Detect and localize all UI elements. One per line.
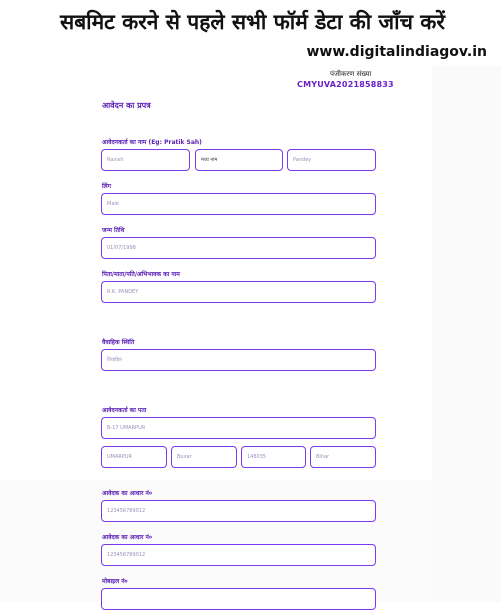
document-margin bbox=[432, 66, 501, 602]
form-section-title: आवेदन का प्रपत्र bbox=[102, 101, 151, 110]
registration-number: CMYUVA2021858833 bbox=[297, 80, 394, 89]
address-label: आवेदनकर्ता का पता bbox=[102, 407, 147, 414]
first-name-value: Ravish bbox=[107, 157, 124, 163]
last-name-value: Pandey bbox=[293, 157, 312, 163]
first-name-field[interactable] bbox=[101, 149, 190, 171]
aadhaar-label-2: आवेदक का आधार नं० bbox=[102, 534, 152, 541]
aadhaar-value-1: 123456789012 bbox=[107, 508, 146, 514]
state-field[interactable] bbox=[310, 446, 376, 468]
dob-value: 01/07/1998 bbox=[107, 245, 136, 251]
mobile-field[interactable] bbox=[101, 588, 376, 610]
district-value: Buxar bbox=[177, 454, 192, 460]
marital-value: विवाहित bbox=[107, 357, 122, 363]
guardian-label: पिता/माता/पति/अभिभावक का नाम bbox=[102, 271, 180, 278]
dob-label: जन्म तिथि bbox=[102, 227, 125, 234]
applicant-name-label: आवेदनकर्ता का नाम (Eg: Pratik Sah) bbox=[102, 139, 202, 146]
aadhaar-field-2[interactable] bbox=[101, 544, 376, 566]
document-shade bbox=[0, 480, 432, 602]
address-field[interactable] bbox=[101, 417, 376, 439]
dob-field[interactable] bbox=[101, 237, 376, 259]
city-value: UMARPUR bbox=[107, 454, 133, 460]
marital-field[interactable] bbox=[101, 349, 376, 371]
guardian-field[interactable] bbox=[101, 281, 376, 303]
middle-name-field[interactable] bbox=[195, 149, 283, 171]
last-name-field[interactable] bbox=[287, 149, 376, 171]
city-field[interactable] bbox=[101, 446, 167, 468]
aadhaar-label-1: आवेदक का आधार नं० bbox=[102, 490, 152, 497]
registration-label: पंजीकरण संख्या bbox=[330, 70, 372, 78]
pincode-field[interactable] bbox=[241, 446, 306, 468]
guardian-value: R.K. PANDEY bbox=[107, 289, 139, 295]
marital-label: वैवाहिक स्थिति bbox=[102, 339, 135, 346]
gender-value: Male bbox=[107, 201, 119, 207]
district-field[interactable] bbox=[171, 446, 237, 468]
state-value: Bihar bbox=[316, 454, 330, 460]
gender-field[interactable] bbox=[101, 193, 376, 215]
aadhaar-field-1[interactable] bbox=[101, 500, 376, 522]
middle-name-placeholder: मध्य नाम bbox=[201, 157, 218, 163]
address-value: B-17 UMARPUR bbox=[107, 425, 146, 431]
banner-headline: सबमिट करने से पहले सभी फॉर्म डेटा की जाँच करें bbox=[60, 10, 445, 34]
aadhaar-value-2: 123456789012 bbox=[107, 552, 146, 558]
pincode-value: 148035 bbox=[247, 454, 267, 460]
site-url: www.digitalindiagov.in bbox=[306, 44, 487, 60]
mobile-label: मोबाइल नं० bbox=[102, 578, 128, 585]
gender-label: लिंग bbox=[102, 183, 112, 190]
